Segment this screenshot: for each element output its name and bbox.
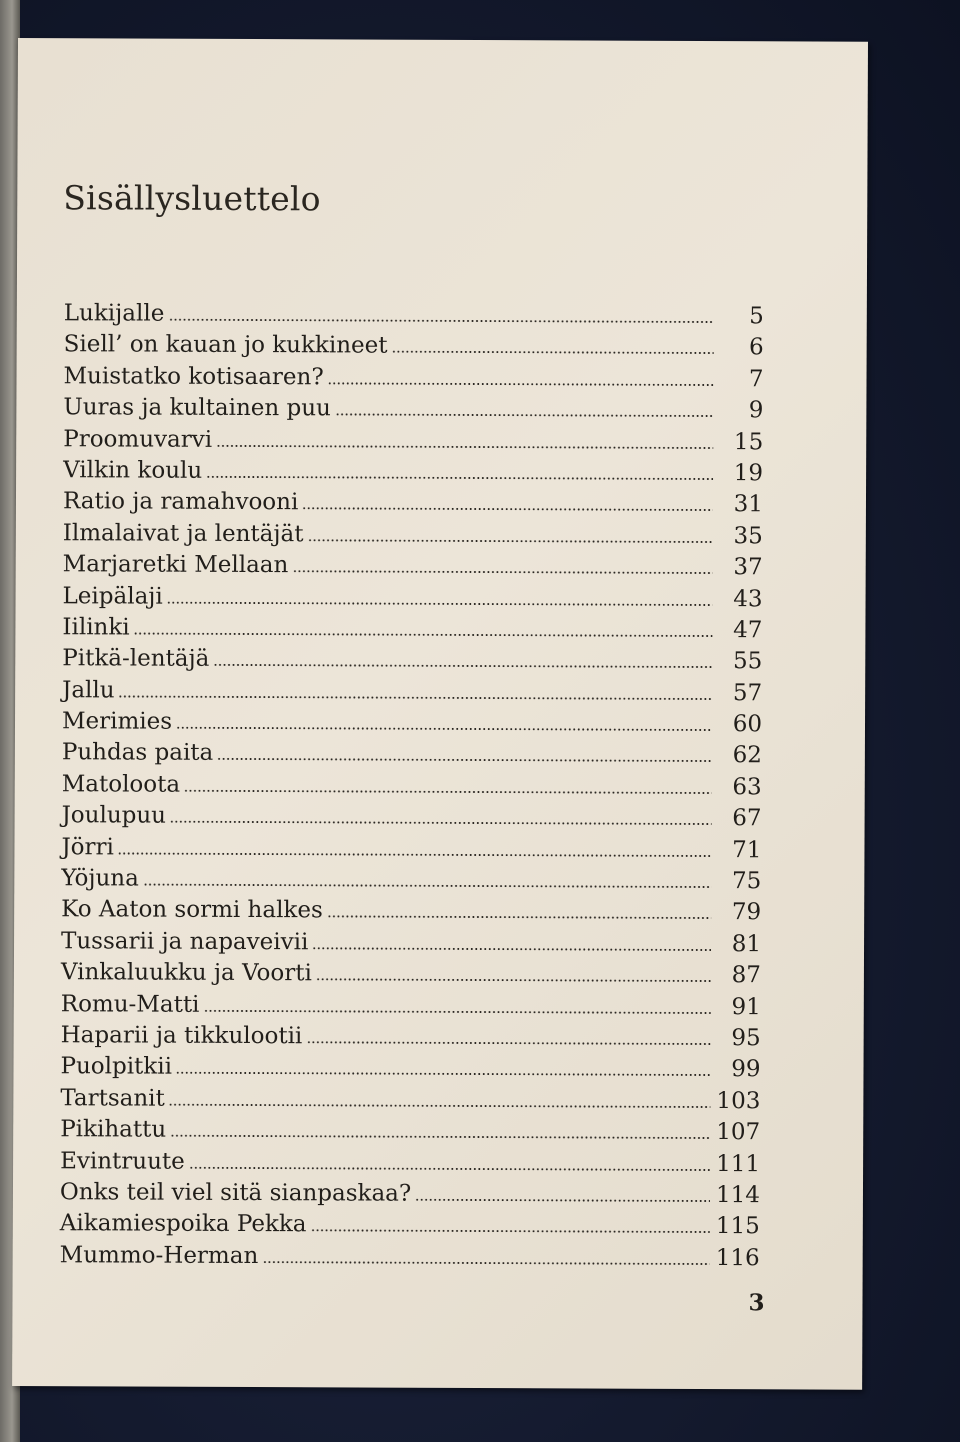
toc-entry bbox=[60, 1211, 760, 1245]
toc-entry-title: Pikihattu bbox=[60, 1116, 167, 1143]
toc-entry-title: Mummo-Herman bbox=[59, 1241, 259, 1269]
page-title: Sisällysluettelo bbox=[63, 178, 321, 219]
toc-entry-page: 115 bbox=[715, 1213, 760, 1240]
toc-entry-page: 87 bbox=[731, 962, 761, 989]
toc-entry-title: Haparii ja tikkulootii bbox=[60, 1022, 303, 1050]
page-number: 3 bbox=[748, 1289, 765, 1317]
toc-entry-page: 114 bbox=[715, 1181, 761, 1209]
table-of-contents bbox=[60, 300, 764, 1276]
toc-dot-leader bbox=[312, 947, 711, 951]
toc-entry-title: Siell’ on kauan jo kukkineet bbox=[63, 331, 388, 360]
toc-entry-page: 60 bbox=[732, 711, 763, 738]
toc-entry-title: Onks teil viel sitä sianpaskaa? bbox=[59, 1179, 412, 1207]
toc-entry-title: Yöjuna bbox=[61, 865, 139, 892]
toc-entry-page: 107 bbox=[716, 1119, 761, 1146]
toc-entry-title: Ilmalaivat ja lentäjät bbox=[62, 519, 304, 547]
toc-entry-page: 37 bbox=[733, 554, 763, 581]
toc-entry-page: 95 bbox=[731, 1025, 761, 1052]
toc-entry bbox=[63, 489, 763, 523]
toc-entry bbox=[61, 834, 761, 868]
toc-entry-page: 62 bbox=[732, 742, 762, 769]
toc-entry bbox=[63, 457, 763, 491]
toc-entry bbox=[60, 1179, 760, 1213]
toc-entry-page: 47 bbox=[733, 617, 763, 644]
toc-dot-leader bbox=[328, 382, 714, 386]
toc-entry-title: Tussarii ja napaveivii bbox=[61, 928, 309, 956]
toc-dot-leader bbox=[189, 1166, 710, 1170]
toc-dot-leader bbox=[217, 758, 712, 762]
toc-entry-title: Puhdas paita bbox=[61, 739, 214, 767]
toc-entry-page: 15 bbox=[733, 428, 764, 455]
toc-entry-page: 71 bbox=[732, 836, 762, 863]
toc-dot-leader bbox=[170, 1135, 710, 1139]
toc-entry bbox=[62, 708, 762, 742]
toc-entry bbox=[61, 897, 761, 931]
toc-entry-title: Ratio ja ramahvooni bbox=[62, 488, 299, 516]
toc-entry-title: Marjaretki Mellaan bbox=[62, 551, 289, 579]
toc-dot-leader bbox=[316, 979, 711, 983]
toc-entry-page: 31 bbox=[733, 491, 764, 518]
toc-dot-leader bbox=[167, 601, 713, 605]
toc-entry bbox=[61, 991, 761, 1025]
toc-entry-title: Joulupuu bbox=[61, 802, 167, 829]
toc-entry bbox=[63, 426, 763, 460]
toc-entry-page: 99 bbox=[731, 1056, 761, 1083]
toc-entry-page: 91 bbox=[731, 993, 761, 1020]
toc-entry bbox=[62, 614, 762, 648]
toc-dot-leader bbox=[216, 444, 713, 448]
toc-entry-page: 57 bbox=[732, 679, 763, 706]
toc-entry bbox=[62, 771, 762, 805]
toc-entry-title: Merimies bbox=[61, 708, 173, 735]
toc-dot-leader bbox=[176, 1072, 711, 1076]
toc-entry-page: 43 bbox=[733, 585, 763, 612]
toc-entry-title: Tartsanit bbox=[60, 1084, 165, 1112]
toc-entry-title: Vilkin koulu bbox=[63, 457, 203, 484]
toc-entry-title: Aikamiespoika Pekka bbox=[59, 1210, 307, 1238]
toc-entry bbox=[62, 645, 762, 679]
toc-entry bbox=[60, 1148, 760, 1182]
toc-entry-title: Leipälaji bbox=[62, 582, 163, 610]
toc-entry-page: 63 bbox=[732, 773, 762, 801]
toc-entry-title: Uuras ja kultainen puu bbox=[63, 394, 331, 422]
toc-entry bbox=[62, 677, 762, 711]
toc-entry bbox=[60, 1116, 760, 1150]
toc-dot-leader bbox=[134, 632, 713, 637]
toc-dot-leader bbox=[307, 539, 712, 543]
toc-dot-leader bbox=[262, 1261, 709, 1265]
toc-dot-leader bbox=[302, 508, 713, 512]
toc-entry-title: Proomuvarvi bbox=[63, 425, 213, 453]
toc-entry-title: Lukijalle bbox=[63, 300, 165, 327]
toc-entry-title: Pitkä-lentäjä bbox=[62, 645, 210, 673]
toc-entry-title: Puolpitkii bbox=[60, 1053, 173, 1081]
toc-dot-leader bbox=[311, 1230, 710, 1234]
toc-entry-page: 79 bbox=[731, 899, 762, 926]
toc-entry bbox=[60, 1085, 760, 1119]
toc-entry bbox=[60, 1054, 760, 1088]
toc-entry-page: 67 bbox=[732, 805, 762, 832]
toc-dot-leader bbox=[203, 1009, 710, 1013]
toc-entry-page: 19 bbox=[733, 460, 764, 487]
toc-entry-title: Evintruute bbox=[60, 1147, 185, 1175]
toc-entry-page: 7 bbox=[748, 365, 764, 393]
toc-dot-leader bbox=[392, 351, 714, 354]
toc-entry bbox=[62, 802, 762, 836]
toc-entry-page: 5 bbox=[749, 303, 764, 330]
toc-entry-title: Jallu bbox=[62, 676, 115, 704]
toc-entry bbox=[64, 332, 764, 366]
toc-dot-leader bbox=[292, 570, 712, 574]
toc-dot-leader bbox=[206, 476, 713, 480]
toc-entry-page: 75 bbox=[731, 868, 762, 895]
toc-entry bbox=[62, 583, 762, 617]
toc-dot-leader bbox=[170, 821, 712, 825]
toc-entry-title: Romu-Matti bbox=[60, 990, 200, 1018]
toc-entry-title: Jörri bbox=[61, 833, 114, 861]
toc-entry-title: Iilinki bbox=[62, 614, 130, 641]
toc-entry bbox=[63, 520, 763, 554]
toc-dot-leader bbox=[119, 695, 713, 700]
toc-dot-leader bbox=[213, 664, 712, 668]
toc-dot-leader bbox=[335, 414, 714, 418]
toc-dot-leader bbox=[327, 916, 711, 920]
toc-dot-leader bbox=[118, 852, 712, 857]
toc-entry bbox=[63, 394, 763, 428]
toc-entry-page: 6 bbox=[748, 334, 764, 361]
toc-dot-leader bbox=[168, 319, 713, 323]
toc-entry bbox=[64, 300, 764, 334]
toc-entry bbox=[63, 363, 763, 397]
toc-entry-page: 35 bbox=[733, 522, 763, 549]
toc-entry-page: 9 bbox=[748, 397, 764, 424]
toc-entry-title: Muistatko kotisaaren? bbox=[63, 362, 324, 391]
toc-entry bbox=[62, 740, 762, 774]
toc-entry-page: 81 bbox=[731, 930, 762, 958]
toc-entry-title: Matoloota bbox=[61, 771, 181, 798]
toc-entry-page: 111 bbox=[716, 1150, 761, 1177]
toc-dot-leader bbox=[415, 1199, 710, 1202]
toc-entry bbox=[61, 1022, 761, 1056]
toc-entry bbox=[63, 551, 763, 585]
toc-entry-page: 103 bbox=[716, 1087, 761, 1115]
toc-entry bbox=[60, 1242, 760, 1276]
toc-entry-title: Vinkaluukku ja Voorti bbox=[60, 959, 312, 987]
toc-dot-leader bbox=[169, 1103, 711, 1107]
toc-entry bbox=[61, 928, 761, 962]
toc-entry-page: 55 bbox=[732, 648, 763, 675]
toc-entry-title: Ko Aaton sormi halkes bbox=[61, 896, 323, 924]
toc-dot-leader bbox=[143, 884, 711, 888]
book-page bbox=[12, 38, 868, 1390]
toc-dot-leader bbox=[306, 1041, 710, 1045]
toc-entry-page: 116 bbox=[715, 1244, 760, 1271]
toc-dot-leader bbox=[176, 727, 712, 731]
toc-dot-leader bbox=[184, 790, 712, 794]
toc-entry bbox=[61, 959, 761, 993]
toc-entry bbox=[61, 865, 761, 899]
